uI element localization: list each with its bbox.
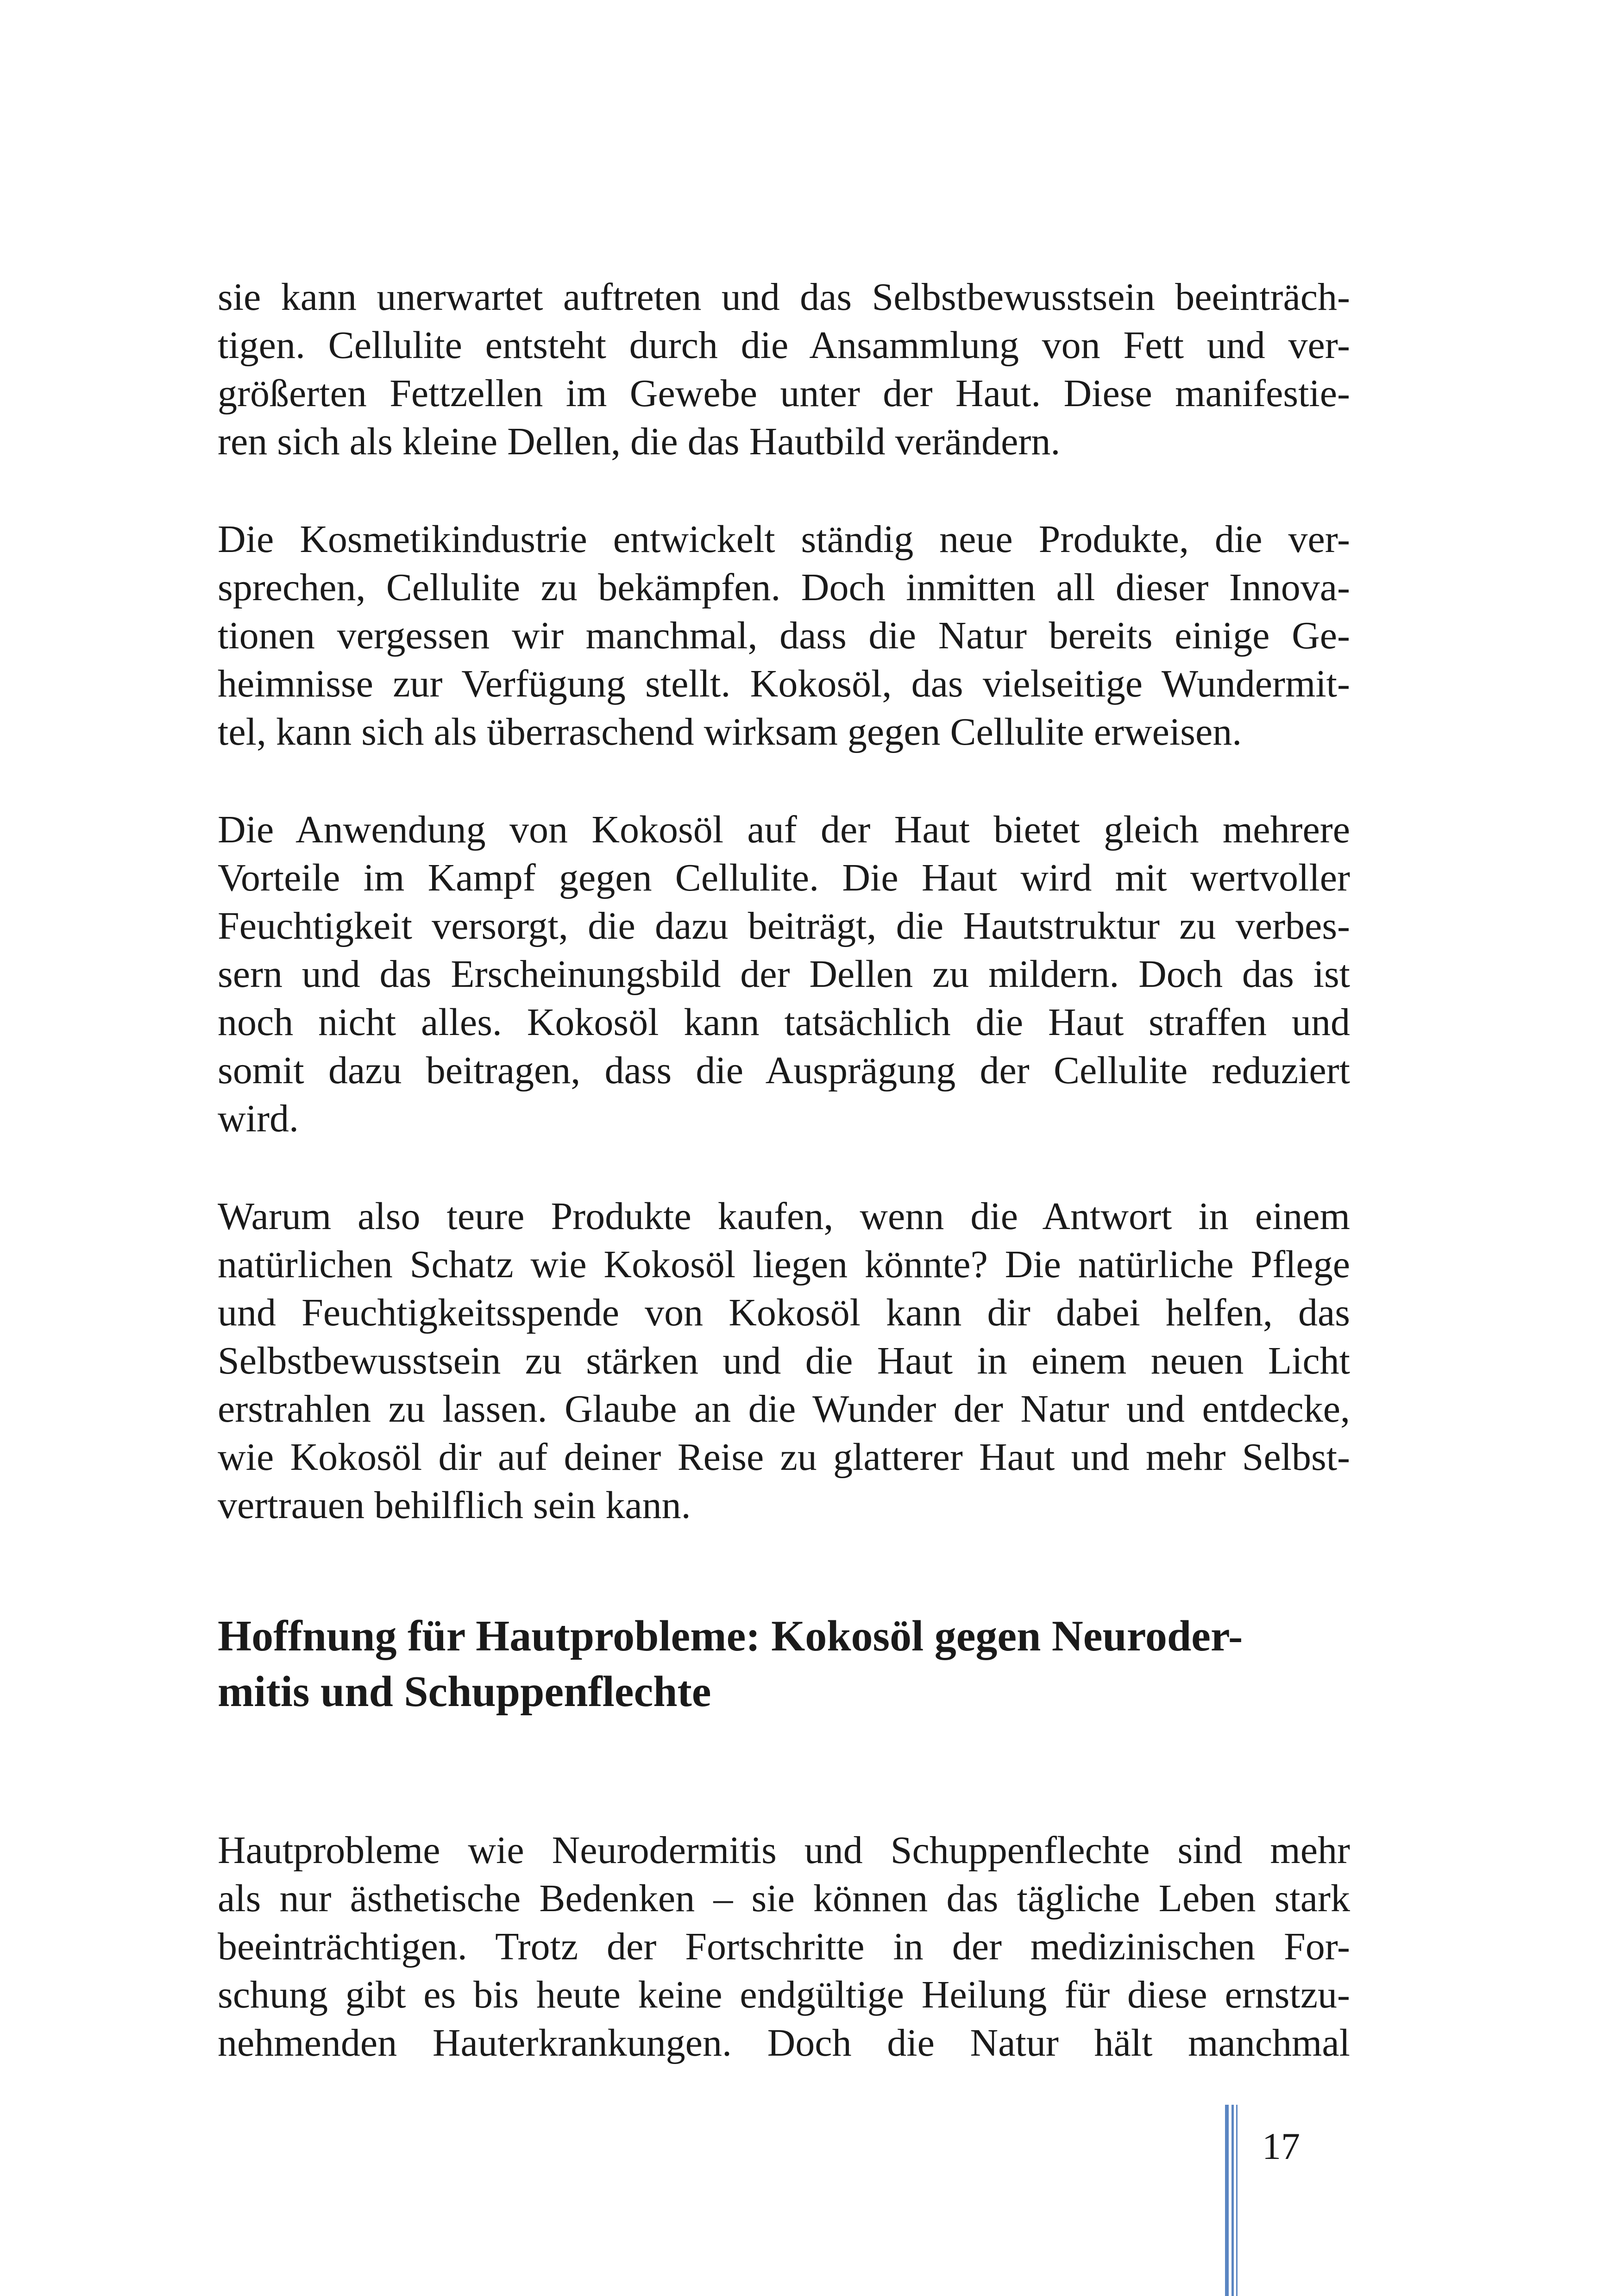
text-line: noch nicht alles. Kokosöl kann tatsächlich die Haut straffen und	[218, 1001, 1350, 1044]
text-line: nehmenden Hauterkrankungen. Doch die Natur hält manchmal	[218, 2021, 1350, 2065]
text-line: heimnisse zur Verfügung stellt. Kokosöl, das vielseitige Wundermit-	[218, 662, 1350, 705]
paragraph-cosmetics-industry	[218, 515, 1350, 756]
text-line: Hautprobleme wie Neurodermitis und Schuppenflechte sind mehr	[218, 1829, 1350, 1872]
heading-line: mitis und Schuppenflechte	[218, 1668, 711, 1716]
section-heading	[218, 1608, 1350, 1719]
text-line: wie Kokosöl dir auf deiner Reise zu glatterer Haut und mehr Selbst-	[218, 1436, 1350, 1479]
text-line: Selbstbewusstsein zu stärken und die Haut in einem neuen Licht	[218, 1339, 1350, 1382]
text-line: natürlichen Schatz wie Kokosöl liegen könnte? Die natürliche Pflege	[218, 1243, 1350, 1286]
text-line: tel, kann sich als überraschend wirksam gegen Cellulite erweisen.	[218, 710, 1242, 753]
text-line: Die Kosmetikindustrie entwickelt ständig neue Produkte, die ver-	[218, 518, 1350, 561]
text-line: wird.	[218, 1097, 299, 1140]
paragraph-cellulite-intro	[218, 273, 1350, 466]
text-line: tigen. Cellulite entsteht durch die Ansammlung von Fett und ver-	[218, 324, 1350, 367]
text-line: sprechen, Cellulite zu bekämpfen. Doch inmitten all dieser Innova-	[218, 566, 1350, 609]
text-line: tionen vergessen wir manchmal, dass die Natur bereits einige Ge-	[218, 614, 1350, 657]
paragraph-coconut-oil-benefits	[218, 806, 1350, 1143]
text-line: sern und das Erscheinungsbild der Dellen zu mildern. Doch das ist	[218, 953, 1350, 996]
page-body	[218, 273, 1350, 2067]
text-line: größerten Fettzellen im Gewebe unter der Haut. Diese manifestie-	[218, 372, 1350, 415]
text-line: sie kann unerwartet auftreten und das Selbstbewusstsein beeinträch-	[218, 276, 1350, 319]
text-line: und Feuchtigkeitsspende von Kokosöl kann dir dabei helfen, das	[218, 1291, 1350, 1334]
paragraph-skin-problems	[218, 1826, 1350, 2067]
text-line: ren sich als kleine Dellen, die das Hautbild verändern.	[218, 420, 1061, 463]
heading-line: Hoffnung für Hautprobleme: Kokosöl gegen Neuroder-	[218, 1612, 1243, 1660]
text-line: schung gibt es bis heute keine endgültige Heilung für diese ernstzu-	[218, 1973, 1350, 2017]
text-line: somit dazu beitragen, dass die Ausprägung der Cellulite reduziert	[218, 1049, 1350, 1092]
page-number: 17	[1262, 2125, 1300, 2167]
text-line: erstrahlen zu lassen. Glaube an die Wunder der Natur und entdecke,	[218, 1387, 1350, 1430]
paragraph-why-buy-expensive	[218, 1192, 1350, 1530]
text-line: als nur ästhetische Bedenken – sie können das tägliche Leben stark	[218, 1877, 1350, 1920]
text-line: Feuchtigkeit versorgt, die dazu beiträgt, die Hautstruktur zu verbes-	[218, 904, 1350, 947]
text-line: beeinträchtigen. Trotz der Fortschritte in der medizinischen For-	[218, 1925, 1350, 1969]
text-line: Die Anwendung von Kokosöl auf der Haut bietet gleich mehrere	[218, 808, 1350, 851]
text-line: Warum also teure Produkte kaufen, wenn die Antwort in einem	[218, 1195, 1350, 1238]
text-line: Vorteile im Kampf gegen Cellulite. Die Haut wird mit wertvoller	[218, 856, 1350, 899]
text-line: vertrauen behilflich sein kann.	[218, 1484, 691, 1527]
page-number-rule	[1225, 2105, 1239, 2296]
